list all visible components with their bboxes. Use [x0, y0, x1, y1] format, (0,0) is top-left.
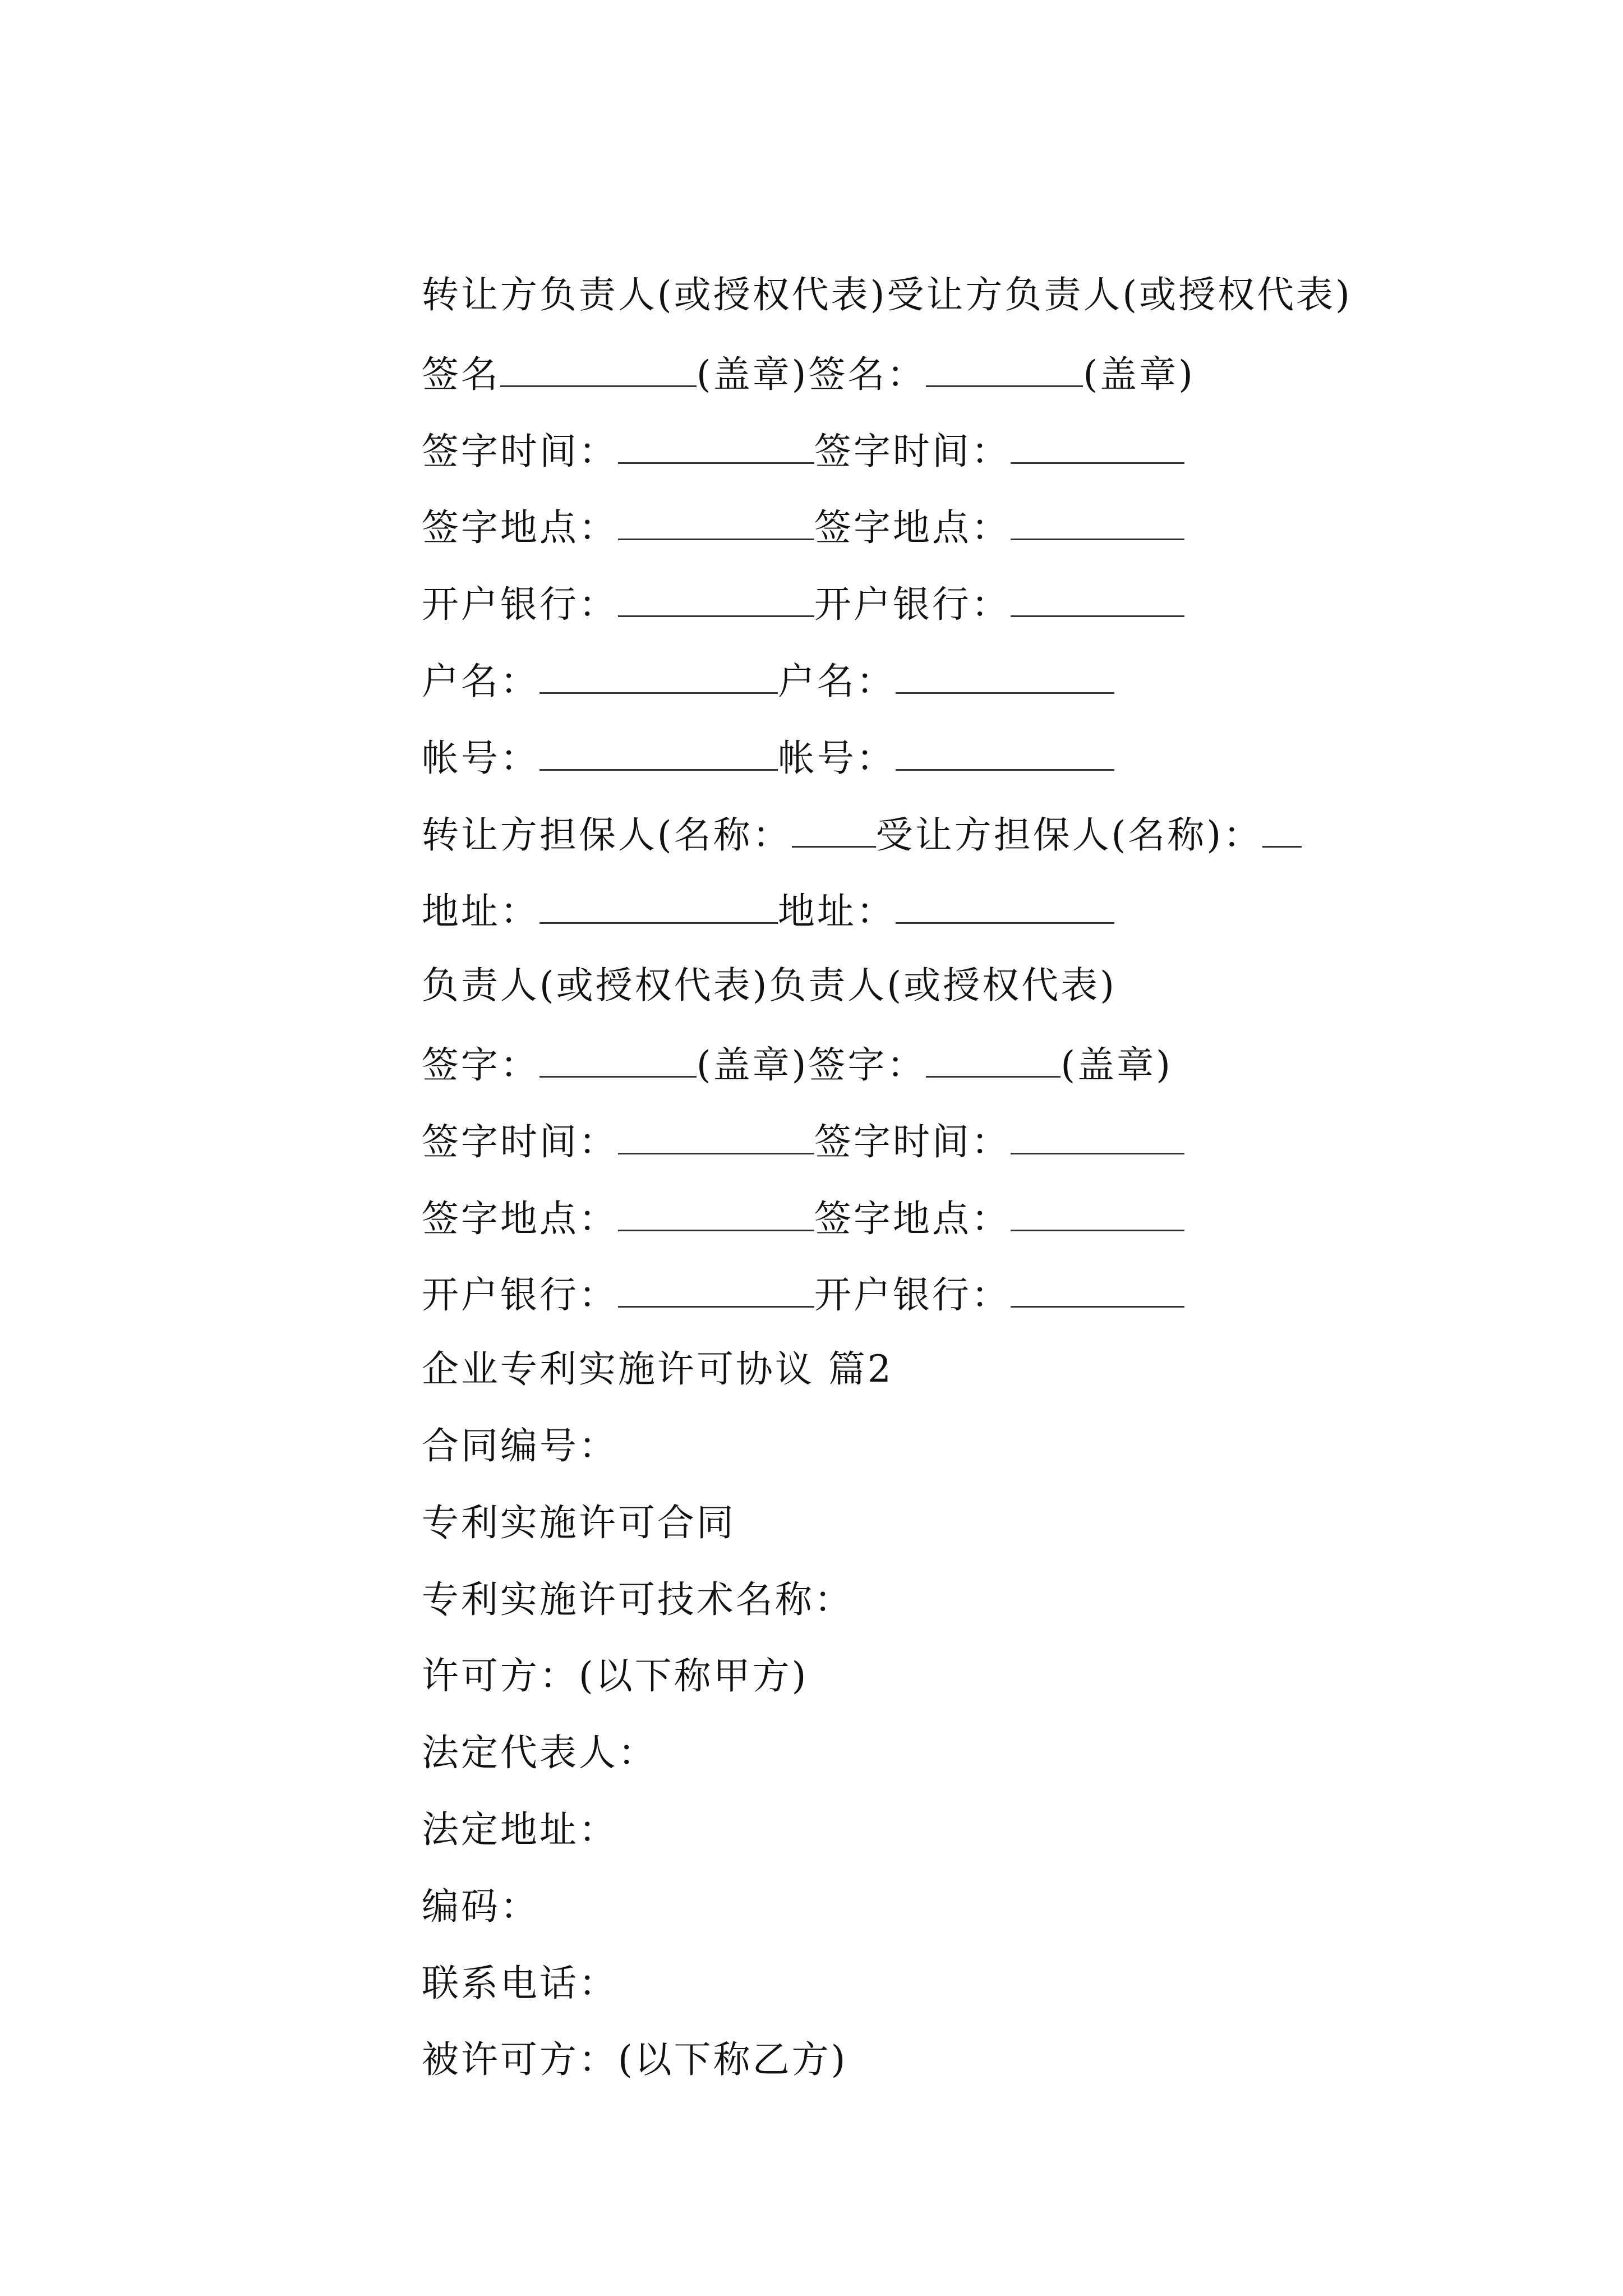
text-segment: 签字时间： [814, 1120, 1011, 1163]
blank-field[interactable] [618, 1267, 814, 1308]
text-segment: 签字时间： [421, 429, 618, 473]
blank-field[interactable] [618, 499, 814, 540]
blank-field[interactable] [500, 346, 697, 387]
text-segment: 开户银行： [421, 1273, 618, 1317]
text-segment: 专利实施许可技术名称： [421, 1577, 854, 1621]
blank-field[interactable] [1011, 499, 1184, 540]
text-segment: 签字地点： [421, 1197, 618, 1240]
text-segment: (盖章) [1061, 1043, 1173, 1087]
document-body [338, 218, 1543, 2082]
text-segment: 签字时间： [421, 1120, 618, 1163]
text-segment: 帐号： [421, 736, 540, 780]
text-segment: 合同编号： [421, 1424, 618, 1467]
blank-field[interactable] [540, 730, 778, 771]
text-segment: 户名： [777, 659, 896, 703]
blank-field[interactable] [896, 883, 1114, 924]
signature-header-line [338, 218, 1543, 316]
text-segment: 签字地点： [814, 506, 1011, 550]
text-segment: (盖章) [1083, 352, 1195, 396]
blank-field[interactable] [926, 1037, 1061, 1078]
text-segment: 签字时间： [814, 429, 1011, 473]
blank-field[interactable] [1011, 1267, 1184, 1308]
text-segment: 签字地点： [814, 1197, 1011, 1240]
text-segment: 户名： [421, 659, 540, 703]
text-segment: 联系电话： [421, 1961, 618, 2005]
text-segment: 帐号： [777, 736, 896, 780]
blank-field[interactable] [540, 1037, 697, 1078]
text-segment: (盖章)签字： [696, 1043, 926, 1087]
blank-field[interactable] [1011, 1190, 1184, 1231]
blank-field[interactable] [618, 576, 814, 617]
blank-field[interactable] [792, 807, 876, 848]
blank-field[interactable] [540, 883, 778, 924]
text-segment: 许可方：(以下称甲方) [421, 1654, 809, 1698]
text-segment: 地址： [777, 890, 896, 933]
text-segment: 专利实施许可合同 [421, 1501, 736, 1544]
text-segment: 法定地址： [421, 1807, 618, 1851]
text-segment: 签字地点： [421, 506, 618, 550]
text-segment: 开户银行： [814, 583, 1011, 627]
text-segment: 被许可方：(以下称乙方) [421, 2038, 848, 2082]
blank-field[interactable] [618, 1114, 814, 1154]
text-segment: 开户银行： [421, 583, 618, 627]
text-segment: 负责人(或授权代表)负责人(或授权代表) [421, 964, 1117, 1007]
text-segment: (盖章)签名： [696, 352, 926, 396]
blank-field[interactable] [896, 653, 1114, 694]
blank-field[interactable] [1011, 1114, 1184, 1154]
blank-field[interactable] [1011, 423, 1184, 464]
text-segment: 企业专利实施许可协议 篇2 [421, 1347, 893, 1391]
blank-field[interactable] [896, 730, 1114, 771]
text-segment: 开户银行： [814, 1273, 1011, 1317]
blank-field[interactable] [1262, 807, 1302, 848]
blank-field[interactable] [540, 653, 778, 694]
text-segment: 签名 [421, 352, 500, 396]
text-segment: 签字： [421, 1043, 540, 1087]
blank-field[interactable] [618, 423, 814, 464]
blank-field[interactable] [926, 346, 1083, 387]
text-segment: 转让方负责人(或授权代表)受让方负责人(或授权代表) [421, 273, 1352, 316]
text-segment: 地址： [421, 890, 540, 933]
blank-field[interactable] [1011, 576, 1184, 617]
text-segment: 转让方担保人(名称： [421, 813, 792, 857]
text-segment: 编码： [421, 1884, 540, 1928]
text-segment: 法定代表人： [421, 1731, 657, 1775]
text-segment: 受让方担保人(名称)： [875, 813, 1263, 857]
blank-field[interactable] [618, 1190, 814, 1231]
